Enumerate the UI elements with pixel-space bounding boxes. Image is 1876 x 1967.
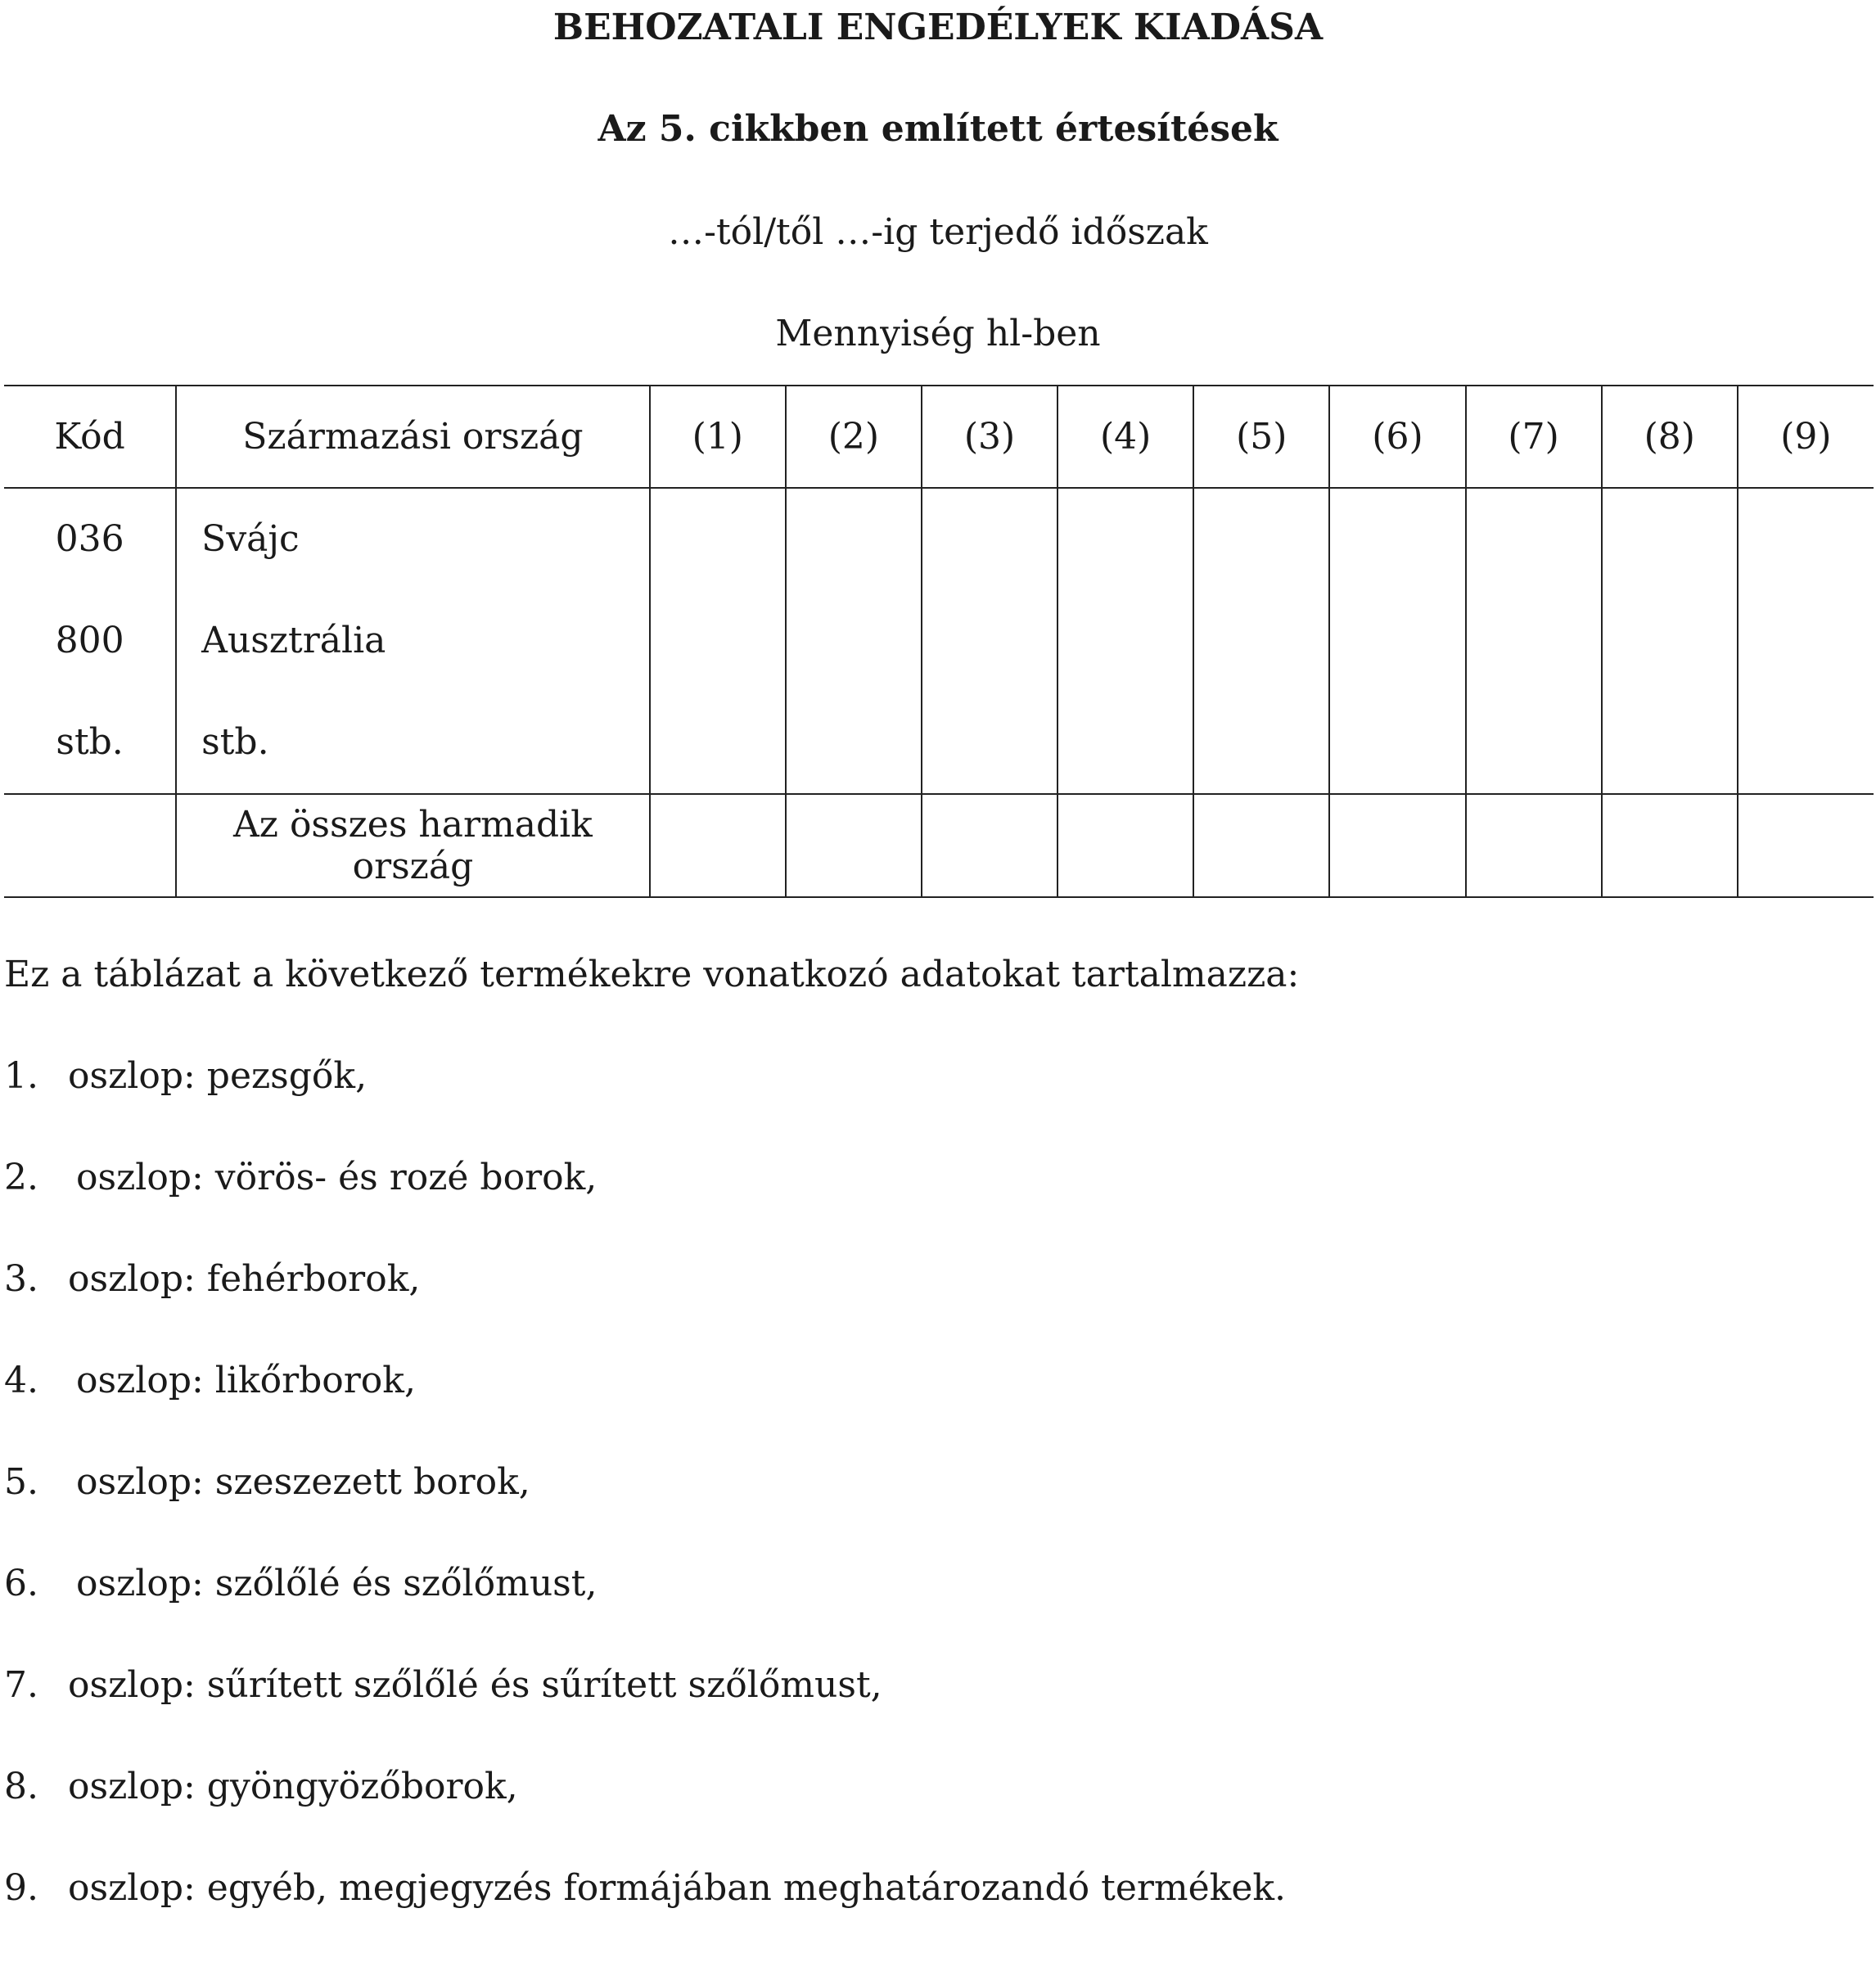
header-col-8: (8) (1602, 386, 1738, 488)
value-cell (1602, 794, 1738, 897)
legend-text: oszlop: vörös- és rozé borok, (76, 1157, 598, 1198)
period-line: …-tól/től …-ig terjedő időszak (668, 211, 1208, 253)
legend-number: 6. (4, 1563, 38, 1604)
legend-text: oszlop: fehérborok, (68, 1258, 421, 1300)
legend-text: oszlop: gyöngyözőborok, (68, 1766, 518, 1807)
value-cell (1466, 794, 1602, 897)
legend-text: oszlop: pezsgők, (68, 1055, 368, 1097)
legend-item (4, 1764, 1286, 1865)
header-col-3: (3) (922, 386, 1058, 488)
value-cell (650, 488, 786, 794)
header-col-7: (7) (1466, 386, 1602, 488)
total-code-cell (4, 794, 176, 897)
row-country: Ausztrália (201, 620, 386, 661)
legend-number: 7. (4, 1664, 38, 1706)
legend-number: 5. (4, 1461, 38, 1503)
legend-number: 9. (4, 1867, 38, 1909)
row-code: 800 (55, 620, 124, 661)
legend-item (4, 1256, 1286, 1358)
total-label: Az összes harmadik ország (176, 794, 650, 897)
legend-number: 3. (4, 1258, 38, 1300)
legend-number: 2. (4, 1157, 38, 1198)
row-country: Svájc (201, 518, 300, 560)
header-col-1: (1) (650, 386, 786, 488)
header-col-5: (5) (1193, 386, 1329, 488)
code-cell (4, 488, 176, 794)
value-cell (1466, 488, 1602, 794)
legend-number: 4. (4, 1360, 38, 1401)
value-cell (1058, 488, 1193, 794)
header-col-9: (9) (1738, 386, 1874, 488)
value-cell (922, 794, 1058, 897)
header-col-4: (4) (1058, 386, 1193, 488)
legend-number: 1. (4, 1055, 38, 1097)
value-cell (650, 794, 786, 897)
legend-text: oszlop: egyéb, megjegyzés formájában meghatározandó termékek. (68, 1867, 1287, 1909)
value-cell (786, 794, 922, 897)
table-header-row (4, 386, 1874, 488)
value-cell (1193, 488, 1329, 794)
header-col-6: (6) (1329, 386, 1465, 488)
legend-number: 8. (4, 1766, 38, 1807)
legend-item (4, 1053, 1286, 1155)
notification-table (4, 385, 1874, 898)
column-legend (4, 1053, 1286, 1967)
legend-item (4, 1662, 1286, 1764)
row-country: stb. (201, 721, 269, 763)
value-cell (1738, 794, 1874, 897)
header-col-2: (2) (786, 386, 922, 488)
header-country: Származási ország (176, 386, 650, 488)
legend-item (4, 1561, 1286, 1662)
table-total-row (4, 794, 1874, 897)
value-cell (1602, 488, 1738, 794)
row-code: 036 (55, 518, 124, 560)
country-cell (176, 488, 650, 794)
document-subtitle: Az 5. cikkben említett értesítések (598, 108, 1278, 150)
value-cell (1058, 794, 1193, 897)
value-cell (1329, 794, 1465, 897)
legend-text: oszlop: likőrborok, (76, 1360, 416, 1401)
value-cell (786, 488, 922, 794)
table-body-row (4, 488, 1874, 794)
legend-item (4, 1459, 1286, 1561)
row-code: stb. (56, 721, 124, 763)
legend-text: oszlop: szeszezett borok, (76, 1461, 530, 1503)
header-code: Kód (4, 386, 176, 488)
value-cell (1738, 488, 1874, 794)
document-title: BEHOZATALI ENGEDÉLYEK KIADÁSA (552, 7, 1324, 48)
unit-line: Mennyiség hl-ben (775, 313, 1101, 354)
value-cell (1193, 794, 1329, 897)
legend-item (4, 1155, 1286, 1256)
legend-item (4, 1865, 1286, 1967)
intro-paragraph: Ez a táblázat a következő termékekre vonatkozó adatokat tartalmazza: (4, 954, 1300, 995)
legend-text: oszlop: sűrített szőlőlé és sűrített szőlőmust, (68, 1664, 882, 1706)
value-cell (922, 488, 1058, 794)
legend-text: oszlop: szőlőlé és szőlőmust, (76, 1563, 598, 1604)
legend-item (4, 1358, 1286, 1459)
value-cell (1329, 488, 1465, 794)
